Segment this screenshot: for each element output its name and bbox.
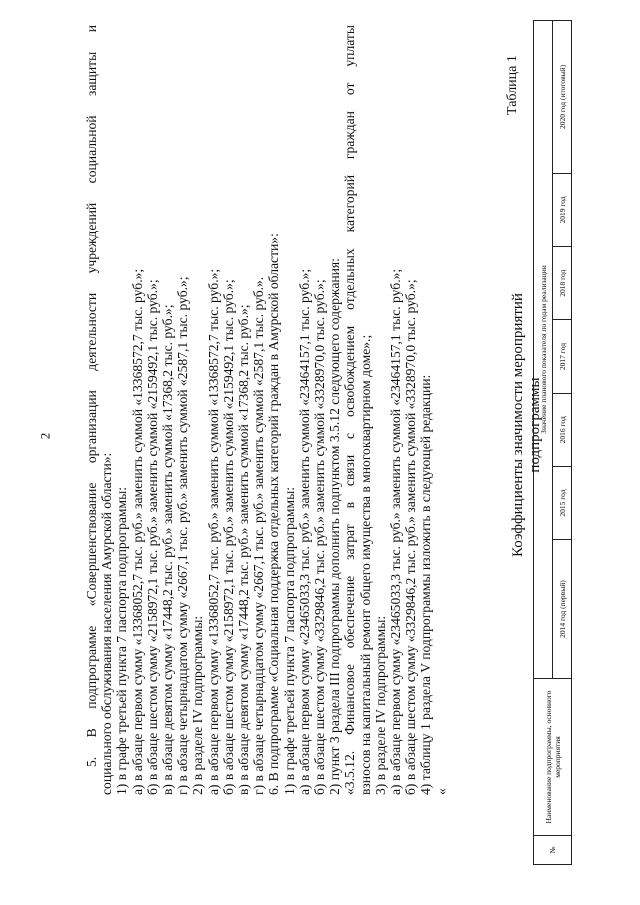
text-line: б) в абзаце шестом сумму «2158972,1 тыс. руб.» заменить суммой «2159492,1 тыс. руб.»;: [144, 279, 160, 795]
year-header-cell: 2016 год: [553, 393, 572, 466]
year-header-cell: 2014 год (первый): [553, 540, 572, 679]
text-line: а) в абзаце первом сумму «23465033,3 тыс. руб.» заменить суммой «23464157,1 тыс. руб.»;: [388, 268, 404, 795]
text-line: г) в абзаце четырнадцатом сумму «2667,1 тыс. руб.» заменить суммой «2587,1 тыс. руб.».: [251, 276, 267, 795]
table-caption: Таблица 1: [505, 55, 520, 115]
col-number-header: №: [534, 836, 572, 865]
page-number: 2: [37, 432, 53, 440]
text-line: б) в абзаце шестом сумму «3329846,2 тыс. руб.» заменить суммой «3328970,0 тыс. руб.»;: [403, 279, 419, 795]
text-line: 4) таблицу 1 раздела V подпрограммы изложить в следующей редакции:: [418, 374, 434, 795]
text-line: 6. В подпрограмме «Социальная поддержка отдельных категорий граждан в Амурской области»:: [266, 233, 282, 795]
text-line: а) в абзаце первом сумму «13368052,7 тыс. руб.» заменить суммой «13368572,7 тыс. руб.»;: [129, 268, 145, 795]
text-line: 5. В подпрограмме «Совершенствование организации деятельности учреждений социальной защиты и: [84, 25, 99, 767]
text-line: г) в абзаце четырнадцатом сумму «2667,1 тыс. руб.» заменить суммой «2587,1 тыс. руб.»;: [175, 276, 191, 795]
text-line: в) в абзаце девятом сумму «17448,2 тыс. руб.» заменить суммой «17368,2 тыс. руб.»;: [236, 304, 252, 795]
text-line: 2) в разделе IV подпрограммы:: [190, 615, 206, 795]
text-line: «3.5.12. Финансовое обеспечение затрат в связи с освобождением отдельных категорий граждан от уплаты: [342, 25, 358, 795]
text-line: взносов на капитальный ремонт общего имущества в многоквартирном доме».;: [357, 334, 373, 795]
year-header-cell: 2015 год: [553, 466, 572, 539]
text-line: а) в абзаце первом сумму «23465033,3 тыс. руб.» заменить суммой «23464157,1 тыс. руб.»;: [296, 268, 312, 795]
year-header-cell: 2019 год: [553, 173, 572, 246]
col-name-header: Наименование подпрограммы, основного мероприятия: [534, 679, 572, 836]
text-line: социального обслуживания населения Амурской области»:: [99, 452, 115, 795]
year-header-cell: 2017 год: [553, 320, 572, 393]
text-line: б) в абзаце шестом сумму «2158972,1 тыс. руб.» заменить суммой «2159492,1 тыс. руб.»;: [220, 279, 236, 795]
year-header-cell: 2020 год (итоговый): [553, 21, 572, 174]
text-line: а) в абзаце первом сумму «13368052,7 тыс. руб.» заменить суммой «13368572,7 тыс. руб.»;: [205, 268, 221, 795]
text-line: б) в абзаце шестом сумму «3329846,2 тыс. руб.» заменить суммой «3328970,0 тыс. руб.»;: [312, 279, 328, 795]
col-group-header: Значение планового показателя по годам реализации: [534, 21, 553, 679]
text-line: 2) пункт 3 раздела III подпрограммы дополнить подпунктом 3.5.12 следующего содержания:: [327, 258, 343, 795]
text-line: 1) в графе третьей пункта 7 паспорта подпрограммы:: [114, 486, 130, 795]
table-title: Коэффициенты значимости мероприятий подпрограммы: [510, 293, 543, 557]
text-line: в) в абзаце девятом сумму «17448,2 тыс. руб.» заменить суммой «17368,2 тыс. руб.»;: [160, 304, 176, 795]
text-line: 3) в разделе IV подпрограммы:: [372, 615, 388, 795]
document-body: [84, 25, 449, 795]
text-line: 1) в графе третьей пункта 7 паспорта подпрограммы:: [281, 486, 297, 795]
text-line: «: [433, 788, 449, 795]
year-header-cell: 2018 год: [553, 247, 572, 320]
significance-table: [533, 20, 572, 865]
